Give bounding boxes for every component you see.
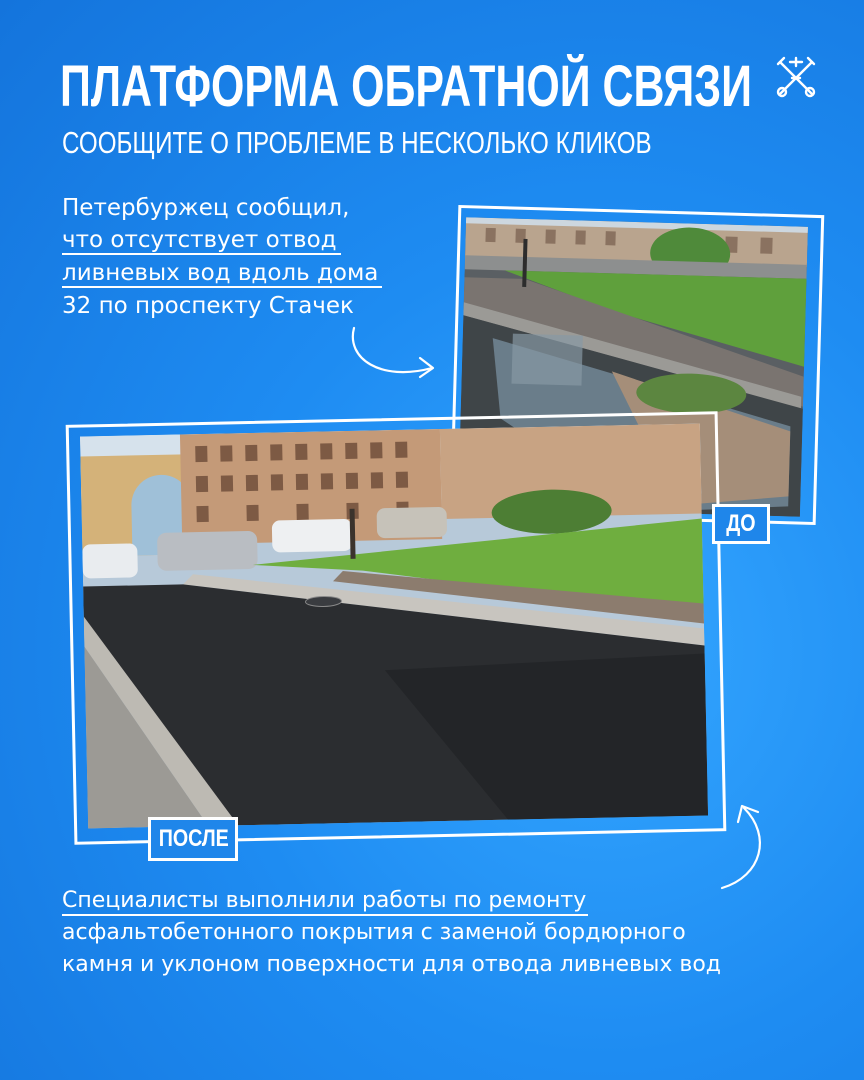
after-badge: ПОСЛЕ bbox=[148, 817, 238, 861]
before-badge: ДО bbox=[712, 504, 770, 544]
after-photo bbox=[80, 424, 708, 829]
curved-arrow-icon bbox=[712, 796, 782, 896]
report-line-underlined: что отсутствует отвод bbox=[62, 227, 341, 255]
report-line-underlined: ливневых вод вдоль дома bbox=[62, 260, 382, 288]
result-line-underlined: Специалисты выполнили работы по ремонту bbox=[62, 888, 588, 916]
result-text bbox=[62, 885, 721, 981]
report-line: 32 по проспекту Стачек bbox=[62, 293, 354, 319]
result-line: асфальтобетонного покрытия с заменой бордюрного bbox=[62, 920, 686, 945]
page-subtitle: СООБЩИТЕ О ПРОБЛЕМЕ В НЕСКОЛЬКО КЛИКОВ bbox=[62, 125, 652, 160]
page-title: ПЛАТФОРМА ОБРАТНОЙ СВЯЗИ bbox=[60, 54, 752, 119]
spb-emblem-icon bbox=[770, 52, 822, 104]
result-line: камня и уклоном поверхности для отвода ливневых вод bbox=[62, 952, 722, 977]
curved-arrow-icon bbox=[340, 320, 440, 390]
report-text bbox=[62, 192, 382, 322]
report-line: Петербуржец сообщил, bbox=[62, 195, 350, 221]
